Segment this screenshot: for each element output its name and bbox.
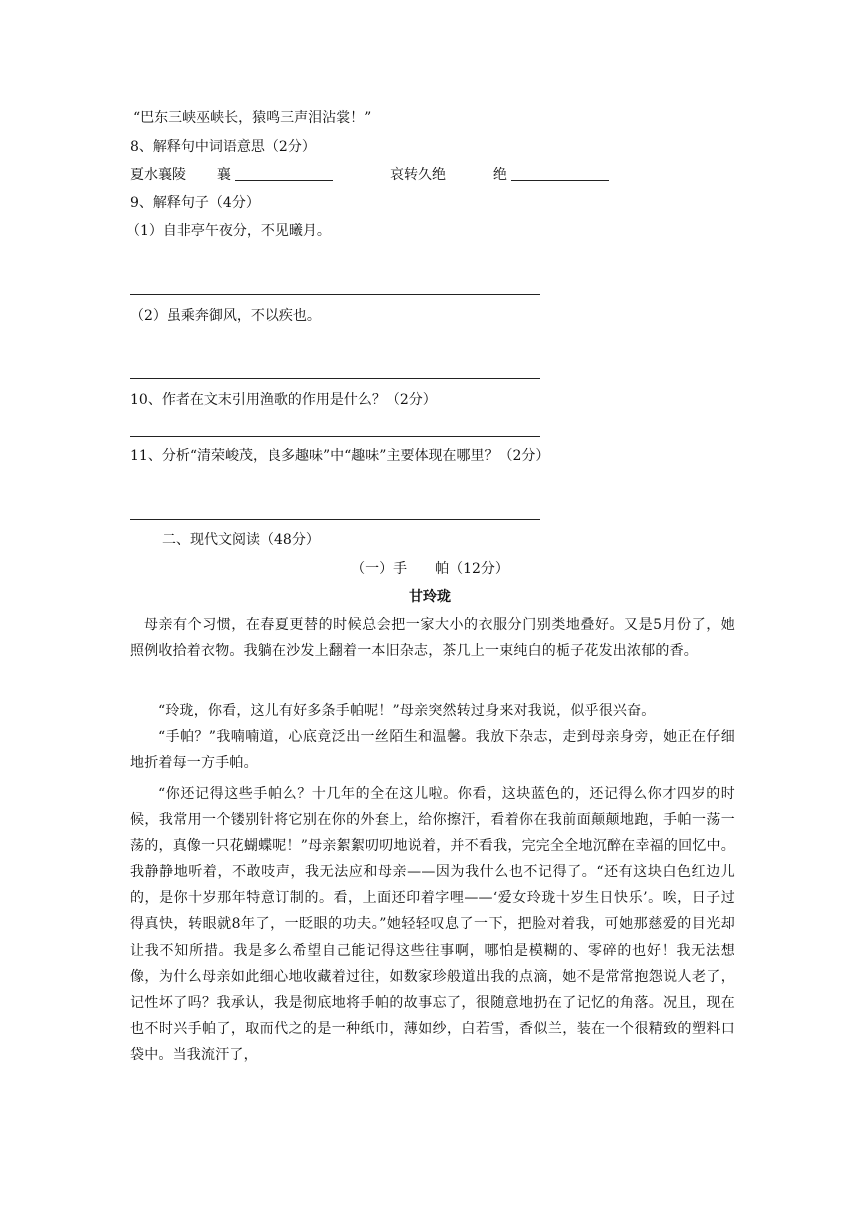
question-8-item-1: [130, 165, 333, 185]
section-heading: 二、现代文阅读（48分）: [162, 532, 320, 548]
answer-blank[interactable]: [235, 166, 333, 181]
question-9-prompt: 9、解释句子（4分）: [130, 195, 260, 211]
question-11-prompt: 11、分析“清荣峻茂，良多趣味”中“趣味”主要体现在哪里？（2分）: [130, 448, 550, 464]
article-paragraph: 母亲有个习惯，在春夏更替的时候总会把一家大小的衣服分门别类地叠好。又是5月份了，她照例收拾着衣物。我躺在沙发上翻着一本旧杂志，茶几上一束纯白的栀子花发出浓郁的香。: [130, 617, 735, 660]
article-paragraph: “玲珑，你看，这儿有好多条手帕呢！”母亲突然转过身来对我说，似乎很兴奋。: [158, 703, 656, 719]
item-2-phrase: 哀转久绝: [390, 167, 446, 183]
article-author: 甘玲珑: [409, 589, 451, 605]
answer-line[interactable]: [130, 294, 540, 295]
article-paragraph: “手帕？”我喃喃道，心底竟泛出一丝陌生和温馨。我放下杂志，走到母亲身旁，她正在仔细地折着每一方手帕。: [130, 729, 735, 772]
article-paragraph: “你还记得这些手帕么？十几年的全在这儿啦。你看，这块蓝色的，还记得么你才四岁的时候，我常用一个镂别针将它别在你的外套上，给你擦汗，看着你在我前面颠颠地跑，手帕一荡一荡的，真像一只花蝴蝶呢！”母亲絮絮叨叨地说着，并不看我，完完全全地沉醉在幸福的回忆中。我静静地听着，不敢吱声，我无法应和母亲——因为我什么也不记得了。“还有这块白色红边儿的，是你十岁那年特意订制的。看，上面还印着字哩——‘爱女玲珑十岁生日快乐’。唉，日子过得真快，转眼就8年了，一眨眼的功夫。”她轻轻叹息了一下，把脸对着我，可她那慈爱的目光却让我不知所措。我是多么希望自己能记得这些往事啊，哪怕是模糊的、零碎的也好！我无法想像，为什么母亲如此细心地收藏着过往，如数家珍般道出我的点滴，她不是常常抱怨说人老了，记性坏了吗？我承认，我是彻底地将手帕的故事忘了，很随意地扔在了记忆的角落。况且，现在也不时兴手帕了，取而代之的是一种纸巾，薄如纱，白若雪，香似兰，装在一个很精致的塑料口袋中。当我流汗了，: [130, 786, 735, 1063]
question-10-prompt: 10、作者在文末引用渔歌的作用是什么？（2分）: [130, 392, 437, 408]
answer-line[interactable]: [130, 519, 540, 520]
item-1-char: 襄: [216, 167, 231, 183]
question-8-prompt: 8、解释句中词语意思（2分）: [130, 139, 316, 155]
article-title: （一）手 帕（12分）: [351, 561, 509, 577]
item-2-char: 绝: [492, 167, 507, 183]
answer-line[interactable]: [130, 378, 540, 379]
question-9-sentence-2: （2）虽乘奔御风，不以疾也。: [130, 308, 321, 324]
answer-blank[interactable]: [511, 166, 609, 181]
question-9-sentence-1: （1）自非亭午夜分，不见曦月。: [126, 223, 331, 239]
answer-line[interactable]: [130, 436, 540, 437]
item-1-phrase: 夏水襄陵: [130, 167, 186, 183]
question-8-item-2: [390, 165, 609, 185]
poem-quote: “巴东三峡巫峡长，猿鸣三声泪沾裳！”: [133, 110, 372, 126]
